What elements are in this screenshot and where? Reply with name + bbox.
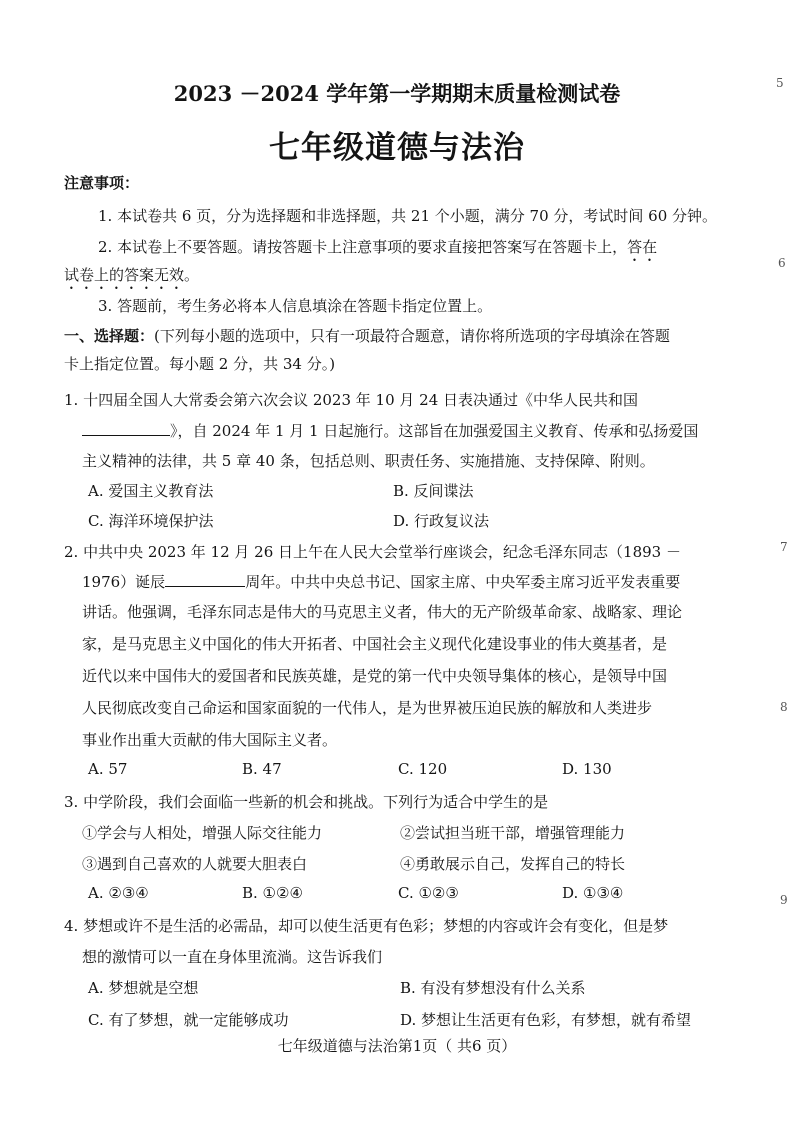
question-1-stem-line2: 》，自 2024 年 1 月 1 日起施行。这部旨在加强爱国主义教育、传承和弘扬爱国 xyxy=(82,420,698,441)
question-4-option-d: D. 梦想让生活更有色彩，有梦想，就有希望 xyxy=(400,1011,692,1029)
margin-mark: 6 xyxy=(778,256,786,270)
question-1-option-c: C. 海洋环境保护法 xyxy=(88,512,214,530)
question-2-stem-line7: 事业作出重大贡献的伟大国际主义者。 xyxy=(82,731,338,749)
question-2-stem-line2: 1976）诞辰 周年。中共中央总书记、国家主席、中央军委主席习近平发表重要 xyxy=(82,573,681,591)
notes-heading: 注意事项： xyxy=(64,174,140,192)
question-1-stem-line1: 1. 十四届全国人大常委会第六次会议 2023 年 10 月 24 日表决通过《中华人民共和国 xyxy=(64,391,639,409)
note-item-1: 1. 本试卷共 6 页，分为选择题和非选择题，共 21 个小题，满分 70 分，考试时间 60 分钟。 xyxy=(98,207,718,225)
note-item-2-emphasis-b: 试卷上的答案无效 xyxy=(64,266,185,284)
question-4-option-a: A. 梦想就是空想 xyxy=(88,979,199,997)
subject-title: 七年级道德与法治 xyxy=(269,130,525,166)
question-2-stem-line1: 2. 中共中央 2023 年 12 月 26 日上午在人民大会堂举行座谈会，纪念毛泽东同志（1893 － xyxy=(64,543,681,561)
exam-title: 2023 －2024 学年第一学期期末质量检测试卷 xyxy=(173,81,621,106)
section1-instruction-line2: 卡上指定位置。每小题 2 分，共 34 分。) xyxy=(64,355,336,373)
question-2-option-b: B. 47 xyxy=(242,760,282,778)
question-2-stem-line3: 讲话。他强调，毛泽东同志是伟大的马克思主义者，伟大的无产阶级革命家、战略家、理论 xyxy=(82,603,683,621)
margin-mark: 7 xyxy=(780,540,788,554)
question-1-stem-line3: 主义精神的法律，共 5 章 40 条，包括总则、职责任务、实施措施、支持保障、附则。 xyxy=(82,452,655,470)
question-2-stem-line4: 家，是马克思主义中国化的伟大开拓者、中国社会主义现代化建设事业的伟大奠基者，是 xyxy=(82,635,668,653)
question-4-stem-line2: 想的激情可以一直在身体里流淌。这告诉我们 xyxy=(82,948,383,966)
answer-blank xyxy=(165,572,245,587)
note-item-3: 3. 答题前，考生务必将本人信息填涂在答题卡指定位置上。 xyxy=(98,297,493,315)
margin-mark: 8 xyxy=(780,700,788,714)
note-item-2-emphasis-a: 答在 xyxy=(627,238,658,256)
question-3-statement-1: ①学会与人相处，增强人际交往能力 xyxy=(82,824,323,842)
question-4-stem-line1: 4. 梦想或许不是生活的必需品，却可以使生活更有色彩；梦想的内容或许会有变化，但是梦 xyxy=(64,917,669,935)
question-3-option-c: C. ①②③ xyxy=(398,884,459,902)
question-1-option-a: A. 爱国主义教育法 xyxy=(88,482,214,500)
note-item-2-cont: 试卷上的答案无效。 xyxy=(64,266,200,284)
margin-mark: 5 xyxy=(776,76,784,90)
question-2-option-a: A. 57 xyxy=(88,760,128,778)
section1-heading: 一、选择题：(下列每小题的选项中，只有一项最符合题意，请你将所选项的字母填涂在答题 xyxy=(64,327,670,345)
question-3-statement-2: ②尝试担当班干部，增强管理能力 xyxy=(400,824,626,842)
question-3-option-b: B. ①②④ xyxy=(242,884,303,902)
question-1-option-b: B. 反间谍法 xyxy=(393,482,474,500)
question-2-stem-line5: 近代以来中国伟大的爱国者和民族英雄，是党的第一代中央领导集体的核心，是领导中国 xyxy=(82,667,668,685)
question-2-option-d: D. 130 xyxy=(562,760,612,778)
question-3-statement-4: ④勇敢展示自己，发挥自己的特长 xyxy=(400,855,626,873)
note-item-2: 2. 本试卷上不要答题。请按答题卡上注意事项的要求直接把答案写在答题卡上，答在 xyxy=(98,238,658,256)
page-footer: 七年级道德与法治第1页（ 共6 页） xyxy=(277,1037,517,1055)
answer-blank xyxy=(82,421,170,436)
question-2-option-c: C. 120 xyxy=(398,760,448,778)
question-3-statement-3: ③遇到自己喜欢的人就要大胆表白 xyxy=(82,855,308,873)
margin-mark: 9 xyxy=(780,893,788,907)
question-4-option-c: C. 有了梦想，就一定能够成功 xyxy=(88,1011,289,1029)
question-4-option-b: B. 有没有梦想没有什么关系 xyxy=(400,979,586,997)
question-1-option-d: D. 行政复议法 xyxy=(393,512,490,530)
question-3-option-a: A. ②③④ xyxy=(88,884,149,902)
question-2-stem-line6: 人民彻底改变自己命运和国家面貌的一代伟人，是为世界被压迫民族的解放和人类进步 xyxy=(82,699,653,717)
question-3-option-d: D. ①③④ xyxy=(562,884,624,902)
question-3-stem: 3. 中学阶段，我们会面临一些新的机会和挑战。下列行为适合中学生的是 xyxy=(64,793,549,811)
